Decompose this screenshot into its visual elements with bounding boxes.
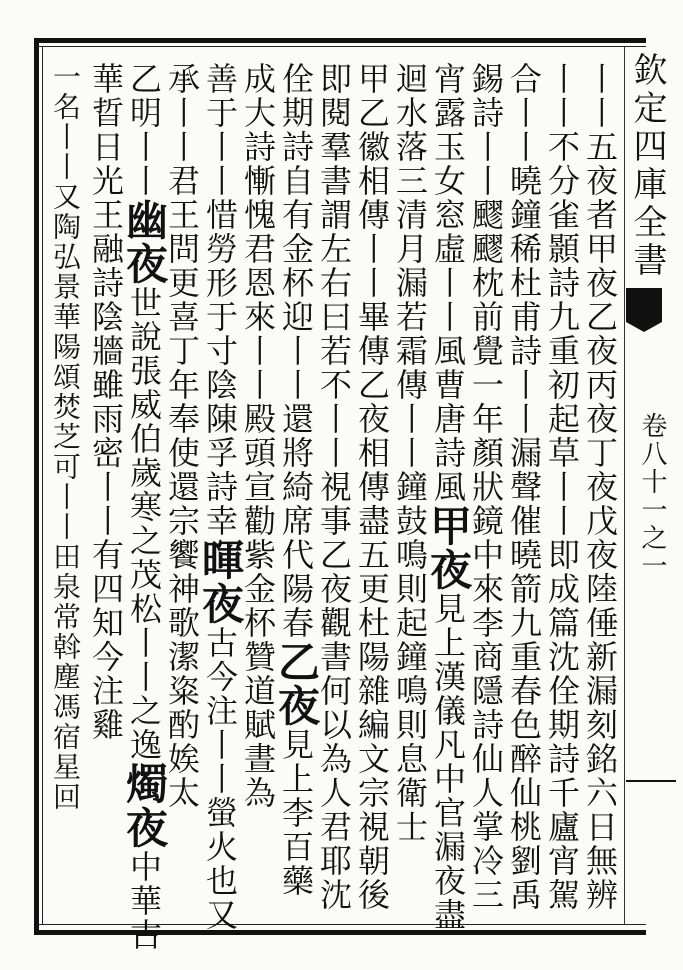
headword-huiye: 暉夜 <box>196 538 245 626</box>
text-column-5 <box>424 62 473 932</box>
column-13-mid: 世說張威伯歲寒之茂松丨丨之逸 <box>125 286 163 762</box>
headword-yiye: 乙夜 <box>272 640 321 728</box>
text-column-12 <box>160 62 204 810</box>
text-column-9 <box>272 62 321 898</box>
frame-left-inner-rule <box>42 46 43 925</box>
column-5-text: 宵露玉女窓虛丨丨風曹唐詩風 <box>429 62 467 504</box>
text-column-10 <box>236 62 280 810</box>
column-14-mid: 光王融詩陰牆雖雨密丨丨有四知 <box>87 164 125 640</box>
column-10-tail: 贊道賦晝為 <box>239 640 277 810</box>
column-14-tail: 今注雞 <box>87 640 125 742</box>
headword-zhuye: 燭夜 <box>120 762 169 850</box>
column-9-tail: 見上李百藥 <box>277 728 315 898</box>
frame-left-rule <box>34 38 39 935</box>
text-column-2: 丨丨不分雀顥詩九重初起草丨丨即成篇沈佺期詩千廬宵駕 <box>543 62 581 912</box>
juan-number: 卷八十一之一 <box>637 412 667 580</box>
column-11-tail: 古今注丨丨螢火也又 <box>201 626 239 932</box>
column-5-tail: 見上漢儀凡中官漏夜盡 <box>429 592 467 932</box>
frame-top-inner-rule <box>34 46 646 47</box>
headword-youye: 幽夜 <box>120 198 169 286</box>
column-13-tail: 中華古 <box>125 850 163 952</box>
text-column-3: 合丨丨曉鐘稀杜甫詩丨丨漏聲催曉箭九重春色醉仙桃劉禹 <box>505 62 543 912</box>
text-column-14 <box>84 62 128 742</box>
text-column-15: 一名丨丨又陶弘景華陽頌焚芝可丨丨田泉常斡塵馮宿星回 <box>49 62 82 812</box>
text-column-13 <box>120 62 169 952</box>
frame-top-rule <box>34 38 646 43</box>
text-column-7: 甲乙徽相傳丨丨畢傳乙夜相傳盡五更杜陽雜編文宗視朝後 <box>353 62 391 912</box>
text-column-6 <box>388 62 432 844</box>
headword-jiaye: 甲夜 <box>424 504 473 592</box>
book-title: 欽定四庫全書 <box>627 52 667 280</box>
column-6-tail: 鼓鳴則起鐘鳴則息衛士 <box>391 504 429 844</box>
column-11-text: 善于丨丨惜勞形于寸陰陳孚詩幸 <box>201 62 239 538</box>
column-14-text: 華晢日 <box>87 62 125 164</box>
column-6-text: 迴水落三清月漏若霜傳丨丨鐘 <box>391 62 429 504</box>
text-column-11 <box>196 62 245 932</box>
column-9-text: 佺期詩自有金杯迎丨丨還將綺席代陽春 <box>277 62 315 640</box>
text-column-4: 錫詩丨丨飂飂枕前覺一年顏狀鏡中來李商隱詩仙人掌冷三 <box>467 62 505 912</box>
column-12-text: 承丨丨君王問更喜丁年奉使還 <box>163 62 201 504</box>
column-10-text: 成大詩慚愧君恩來丨丨殿頭宣勸紫金杯 <box>239 62 277 640</box>
margin-tick-rule <box>626 780 676 782</box>
fishtail-mark-icon <box>626 288 662 322</box>
text-column-1: 丨丨五夜者甲夜乙夜丙夜丁夜戊夜陸倕新漏刻銘六日無辨 <box>581 62 619 912</box>
text-column-8: 即閱羣書謂左右曰若不丨丨視事乙夜觀書何以為人君耶沈 <box>315 62 353 912</box>
column-12-tail: 宗饗神歌潔粢酌娭太 <box>163 504 201 810</box>
column-13-text: 乙明丨丨 <box>125 62 163 198</box>
